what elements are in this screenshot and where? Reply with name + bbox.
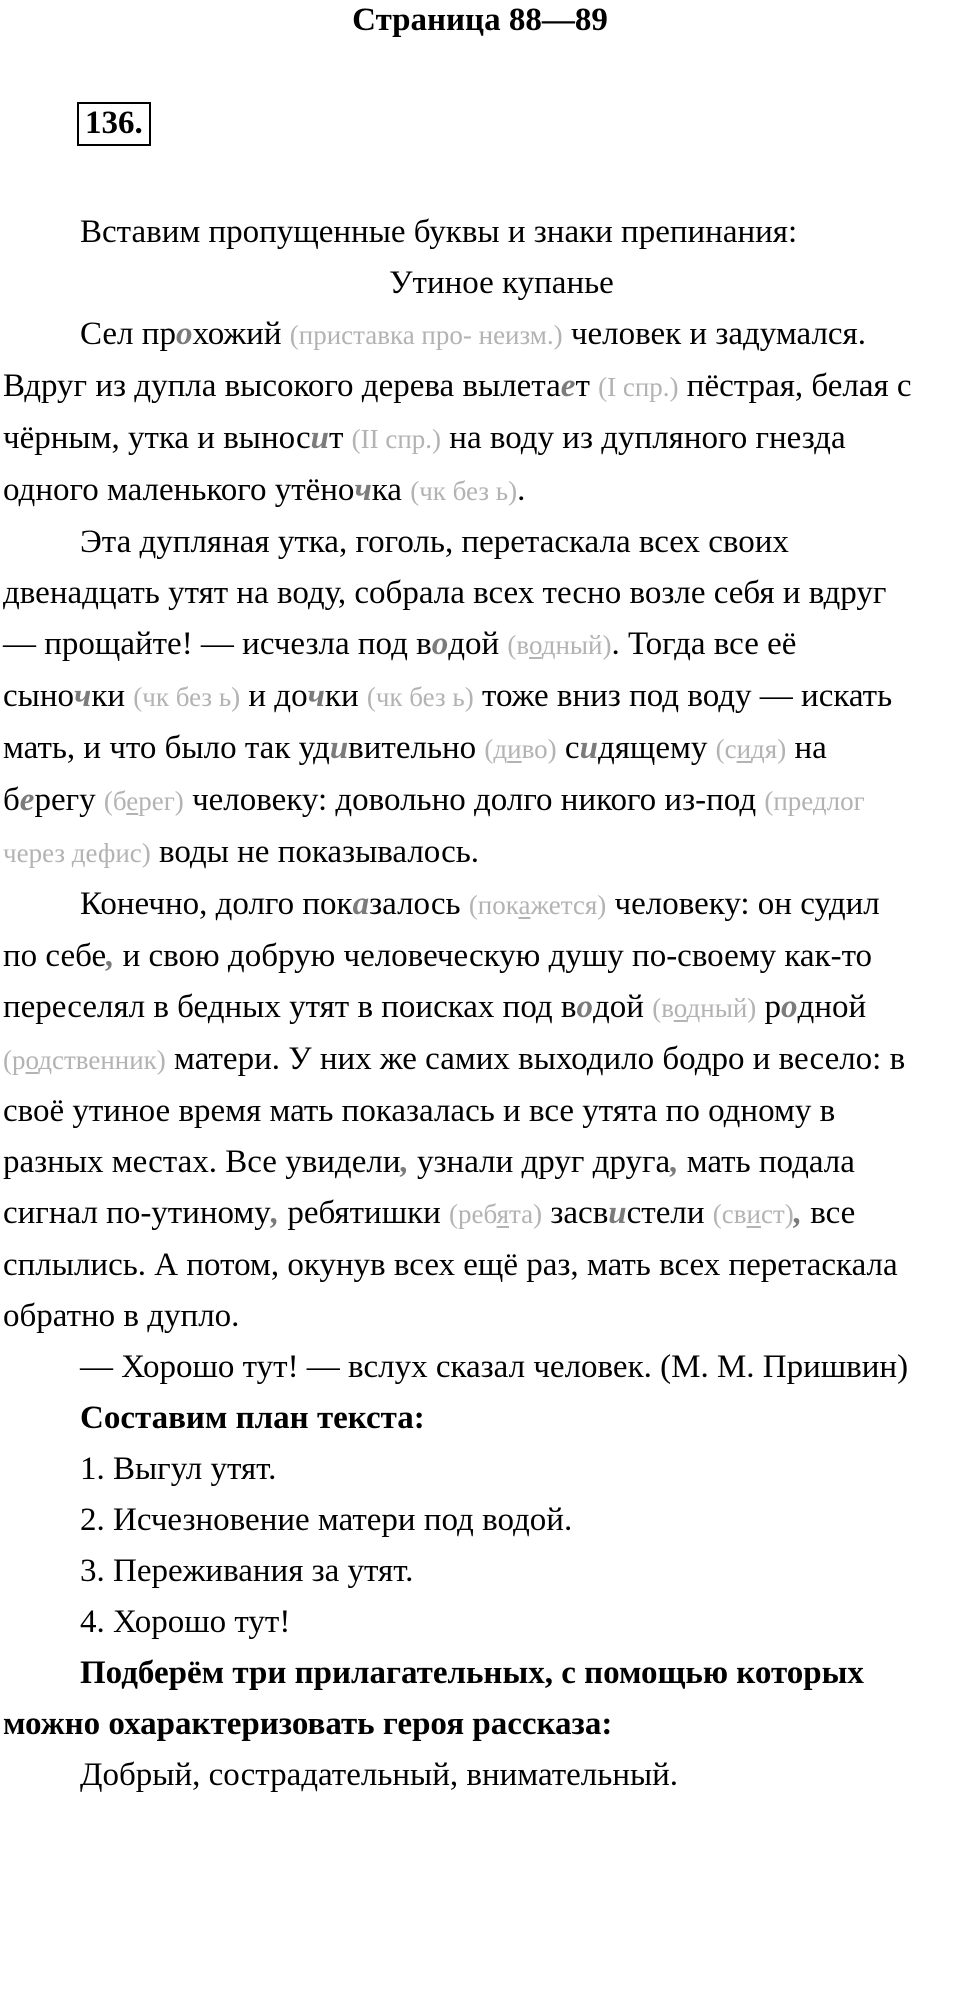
inserted-letter: и <box>310 420 329 456</box>
paragraph-3 <box>3 879 920 1342</box>
text-run: на воду из дупляного гнезда одного маленького утёно <box>3 420 846 508</box>
hint-part: (д <box>484 734 508 764</box>
hint-part: дя) <box>751 734 787 764</box>
hint-part: жется) <box>530 890 607 920</box>
spelling-hint <box>104 786 184 816</box>
text-run: ка <box>371 472 411 508</box>
inserted-punctuation: , <box>670 1144 679 1180</box>
hint-highlighted-letter: а <box>518 890 531 920</box>
inserted-letter: и <box>608 1195 627 1231</box>
hint-part: (св <box>712 1199 747 1229</box>
text-run: человеку: он судил по себе <box>3 886 880 974</box>
inserted-letter: о <box>576 989 594 1025</box>
spelling-hint: (I спр.) <box>598 372 679 402</box>
text-run: воды не показывалось. <box>150 834 480 870</box>
text-run: и свою добрую человеческую душу по-своему как-то переселял в бедных утят в поисках под в <box>3 938 873 1025</box>
intro-line: Вставим пропущенные буквы и знаки препинания: <box>80 214 798 250</box>
spelling-hint <box>507 630 611 660</box>
plan-item: 4. Хорошо тут! <box>80 1604 291 1640</box>
text-run: хожий <box>192 316 290 352</box>
text-run: узнали друг друга <box>408 1144 671 1180</box>
inserted-letter: а <box>352 886 370 922</box>
text-run: т <box>328 420 352 456</box>
inserted-letter: ч <box>73 678 92 714</box>
hint-part: (с <box>715 734 737 764</box>
text-run: на б <box>3 730 827 818</box>
hint-highlighted-letter: е <box>126 786 139 816</box>
text-run: р <box>756 989 782 1025</box>
text-run: ки <box>91 678 134 714</box>
text-run: Конечно, долго пок <box>80 886 353 922</box>
adjectives-answer: Добрый, сострадательный, внимательный. <box>80 1757 679 1793</box>
text-run: все сплылись. А потом, окунув всех ещё раз, мать всех перетаскала обратно в дупло. <box>3 1195 898 1334</box>
hint-highlighted-letter: о <box>25 1045 39 1075</box>
spelling-hint: (приставка про- неизм.) <box>289 320 563 350</box>
plan-item: 2. Исчезновение матери под водой. <box>80 1502 573 1538</box>
paragraph-4: — Хорошо тут! — вслух сказал человек. (М. М. Пришвин) <box>80 1349 909 1385</box>
inserted-letter: и <box>329 730 349 766</box>
inserted-letter: е <box>19 782 35 818</box>
text-run: человек и задумался. Вдруг из дупла высокого дерева вылета <box>3 316 866 404</box>
page-title: Страница 88—89 <box>352 2 608 38</box>
hint-highlighted-letter: я <box>496 1199 510 1229</box>
text-run: ребятишки <box>279 1195 450 1231</box>
text-run: и до <box>240 678 308 714</box>
plan-item: 1. Выгул утят. <box>80 1451 277 1487</box>
text-run: матери. У них же самих выходило бодро и весело: в своё утиное время мать показалась и все утята по одному в разных местах. Все увидели <box>3 1041 906 1180</box>
text-run: т <box>575 368 599 404</box>
text-run: залось <box>369 886 469 922</box>
spelling-hint: (предлог через дефис) <box>3 786 865 868</box>
spelling-hint <box>716 734 787 764</box>
hint-part: та) <box>509 1199 543 1229</box>
hint-part: (р <box>3 1045 26 1075</box>
paragraph-2 <box>3 517 920 879</box>
exercise-number: 136. <box>77 102 151 146</box>
text-run: Сел пр <box>80 316 176 352</box>
spelling-hint <box>713 1199 794 1229</box>
spelling-hint <box>484 734 556 764</box>
text-run: пёстрая, белая с чёрным, утка и вынос <box>3 368 912 456</box>
inserted-letter: о <box>175 316 193 352</box>
paragraph-1 <box>3 309 920 517</box>
inserted-punctuation: , <box>793 1195 802 1231</box>
inserted-punctuation: , <box>400 1144 409 1180</box>
hint-highlighted-letter: о <box>673 993 687 1023</box>
text-run: регу <box>34 782 104 818</box>
text-run: мать подала сигнал по-утиному <box>3 1144 855 1231</box>
text-run: с <box>556 730 580 766</box>
text-run: ки <box>324 678 367 714</box>
text-run: тоже вниз под воду — искать мать, и что было так уд <box>3 678 893 766</box>
hint-part: дный) <box>541 630 612 660</box>
text-run: . <box>517 472 526 508</box>
spelling-hint <box>469 890 606 920</box>
inserted-letter: е <box>560 368 576 404</box>
adjectives-heading: Подберём три прилагательных, с помощью которых можно охарактеризовать героя рассказа: <box>3 1655 864 1742</box>
text-run: засв <box>542 1195 609 1231</box>
hint-part: (пок <box>468 890 519 920</box>
inserted-letter: о <box>431 626 449 662</box>
hint-part: (реб <box>449 1199 497 1229</box>
hint-part: (в <box>507 630 529 660</box>
inserted-letter: и <box>579 730 598 766</box>
spelling-hint: (чк без ь) <box>133 682 241 712</box>
inserted-letter: о <box>781 989 798 1025</box>
inserted-punctuation: , <box>106 938 115 974</box>
text-run: стели <box>626 1195 713 1231</box>
text-run: человеку: довольно долго никого из-под <box>183 782 765 818</box>
inserted-punctuation: , <box>270 1195 280 1231</box>
text-run: дой <box>593 989 653 1025</box>
text-run: вительно <box>348 730 485 766</box>
hint-part: дственник) <box>38 1045 166 1075</box>
text-title: Утиное купанье <box>389 265 614 301</box>
text-run: дящему <box>597 730 716 766</box>
spelling-hint: (II спр.) <box>351 424 442 454</box>
text-run: дной <box>797 989 867 1025</box>
hint-highlighted-letter: и <box>507 734 522 764</box>
hint-highlighted-letter: и <box>746 1199 761 1229</box>
plan-heading: Составим план текста: <box>80 1400 425 1436</box>
text-run: дой <box>448 626 508 662</box>
hint-highlighted-letter: о <box>528 630 542 660</box>
text-run: Эта дупляная утка, гоголь, перетаскала всех своих двенадцать утят на воду, собрала всех тесно возле себя и вдруг — прощайте! — исчезла под в <box>3 524 887 662</box>
plan-item: 3. Переживания за утят. <box>80 1553 414 1589</box>
spelling-hint <box>3 1045 166 1075</box>
content <box>3 207 920 1801</box>
hint-part: во) <box>521 734 557 764</box>
spelling-hint <box>449 1199 542 1229</box>
spelling-hint: (чк без ь) <box>366 682 474 712</box>
hint-highlighted-letter: и <box>736 734 752 764</box>
hint-part: (в <box>652 993 674 1023</box>
hint-part: ст) <box>760 1199 794 1229</box>
hint-part: рег) <box>138 786 184 816</box>
inserted-letter: ч <box>354 472 372 508</box>
hint-part: дный) <box>686 993 757 1023</box>
text-run: . Тогда все её сыно <box>3 626 797 714</box>
hint-part: (б <box>103 786 127 816</box>
inserted-letter: ч <box>307 678 325 714</box>
spelling-hint <box>652 993 756 1023</box>
spelling-hint: (чк без ь) <box>410 476 518 506</box>
